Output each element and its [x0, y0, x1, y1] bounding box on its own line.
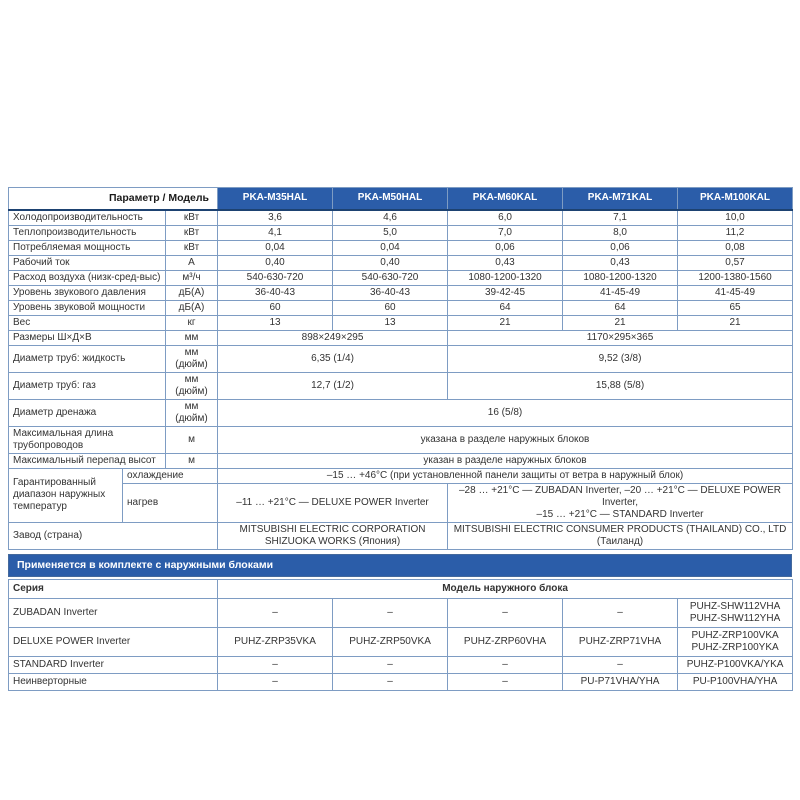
temp-range-value: –11 … +21°C — DELUXE POWER Inverter	[218, 483, 448, 522]
outdoor-row	[9, 673, 793, 690]
value-cell: 6,0	[448, 210, 563, 226]
unit-cell: мм	[166, 330, 218, 345]
series-column-label: Серия	[9, 579, 218, 598]
outdoor-model-cell: PUHZ-ZRP35VKA	[218, 627, 333, 656]
series-name: STANDARD Inverter	[9, 656, 218, 673]
unit-cell: м	[166, 453, 218, 468]
outdoor-header-row	[9, 579, 793, 598]
value-cell: 0,40	[218, 255, 333, 270]
factory-row	[9, 522, 793, 549]
value-cell: 12,7 (1/2)	[218, 372, 448, 399]
value-cell: 4,1	[218, 225, 333, 240]
value-cell: 13	[218, 315, 333, 330]
outdoor-model-cell: PUHZ-SHW112VHA PUHZ-SHW112YHA	[678, 598, 793, 627]
value-cell: 0,43	[448, 255, 563, 270]
value-cell: 898×249×295	[218, 330, 448, 345]
value-cell: 7,0	[448, 225, 563, 240]
value-cell: 0,04	[333, 240, 448, 255]
unit-cell: мм (дюйм)	[166, 345, 218, 372]
corner-label: Параметр / Модель	[9, 188, 218, 210]
model-header: PKA-M60KAL	[448, 188, 563, 210]
value-cell: 41-45-49	[563, 285, 678, 300]
value-cell: 540-630-720	[218, 270, 333, 285]
value-cell: 41-45-49	[678, 285, 793, 300]
value-cell: 4,6	[333, 210, 448, 226]
series-name: DELUXE POWER Inverter	[9, 627, 218, 656]
param-label: Холодопроизводительность	[9, 210, 166, 226]
outdoor-model-cell: –	[333, 598, 448, 627]
outdoor-model-cell: PUHZ-ZRP71VHA	[563, 627, 678, 656]
unit-cell: дБ(А)	[166, 285, 218, 300]
spec-row	[9, 315, 793, 330]
outdoor-model-cell: PU-P100VHA/YHA	[678, 673, 793, 690]
outdoor-model-cell: –	[333, 656, 448, 673]
series-name: ZUBADAN Inverter	[9, 598, 218, 627]
value-cell: 15,88 (5/8)	[448, 372, 793, 399]
value-cell: 3,6	[218, 210, 333, 226]
param-label: Диаметр дренажа	[9, 399, 166, 426]
outdoor-model-header: Модель наружного блока	[218, 579, 793, 598]
factory-value: MITSUBISHI ELECTRIC CORPORATION SHIZUOKA WORKS (Япония)	[218, 522, 448, 549]
outdoor-row	[9, 598, 793, 627]
outdoor-model-cell: –	[448, 598, 563, 627]
value-cell: 60	[218, 300, 333, 315]
outdoor-model-cell: –	[218, 598, 333, 627]
temp-range-value: –28 … +21°C — ZUBADAN Inverter, –20 … +21°C — DELUXE POWER Inverter, –15 … +21°C — STANDARD Inverter	[448, 483, 793, 522]
temp-range-group-label: Гарантированный диапазон наружных температур	[9, 468, 123, 522]
outdoor-row	[9, 627, 793, 656]
series-name: Неинверторные	[9, 673, 218, 690]
value-cell: 0,40	[333, 255, 448, 270]
spec-row	[9, 210, 793, 226]
outdoor-model-cell: –	[563, 656, 678, 673]
value-cell: 1200-1380-1560	[678, 270, 793, 285]
param-label: Диаметр труб: жидкость	[9, 345, 166, 372]
spec-sheet	[8, 187, 792, 691]
temp-range-row	[9, 483, 793, 522]
value-cell: 36-40-43	[218, 285, 333, 300]
unit-cell: м	[166, 426, 218, 453]
value-cell: 36-40-43	[333, 285, 448, 300]
spec-row	[9, 426, 793, 453]
value-cell: 21	[678, 315, 793, 330]
param-label: Диаметр труб: газ	[9, 372, 166, 399]
model-header: PKA-M35HAL	[218, 188, 333, 210]
factory-value: MITSUBISHI ELECTRIC CONSUMER PRODUCTS (THAILAND) CO., LTD (Таиланд)	[448, 522, 793, 549]
spec-row	[9, 225, 793, 240]
outdoor-model-cell: –	[218, 656, 333, 673]
unit-cell: А	[166, 255, 218, 270]
param-label: Вес	[9, 315, 166, 330]
model-header: PKA-M71KAL	[563, 188, 678, 210]
outdoor-model-cell: PU-P71VHA/YHA	[563, 673, 678, 690]
value-cell: 21	[448, 315, 563, 330]
unit-cell: мм (дюйм)	[166, 372, 218, 399]
outdoor-model-cell: –	[448, 656, 563, 673]
value-cell: 13	[333, 315, 448, 330]
param-label: Размеры Ш×Д×В	[9, 330, 166, 345]
temp-mode-label: нагрев	[123, 483, 218, 522]
unit-cell: дБ(А)	[166, 300, 218, 315]
factory-label: Завод (страна)	[9, 522, 218, 549]
value-cell: 64	[563, 300, 678, 315]
temp-range-value: –15 … +46°C (при установленной панели защиты от ветра в наружный блок)	[218, 468, 793, 483]
spec-row	[9, 270, 793, 285]
value-cell: 540-630-720	[333, 270, 448, 285]
value-cell: 9,52 (3/8)	[448, 345, 793, 372]
value-cell: 1170×295×365	[448, 330, 793, 345]
unit-cell: мм (дюйм)	[166, 399, 218, 426]
outdoor-model-cell: PUHZ-ZRP100VKA PUHZ-ZRP100YKA	[678, 627, 793, 656]
value-cell: 7,1	[563, 210, 678, 226]
outdoor-model-cell: –	[563, 598, 678, 627]
param-label: Максимальная длина трубопроводов	[9, 426, 166, 453]
value-cell: 1080-1200-1320	[448, 270, 563, 285]
value-cell: 11,2	[678, 225, 793, 240]
outdoor-model-cell: PUHZ-ZRP60VHA	[448, 627, 563, 656]
value-cell: 21	[563, 315, 678, 330]
unit-cell: кВт	[166, 225, 218, 240]
value-cell: 60	[333, 300, 448, 315]
value-cell: 0,04	[218, 240, 333, 255]
value-cell: 5,0	[333, 225, 448, 240]
value-cell: 1080-1200-1320	[563, 270, 678, 285]
model-header: PKA-M50HAL	[333, 188, 448, 210]
value-cell: 0,06	[563, 240, 678, 255]
spec-row	[9, 330, 793, 345]
value-cell: 16 (5/8)	[218, 399, 793, 426]
outdoor-model-cell: –	[448, 673, 563, 690]
outdoor-row	[9, 656, 793, 673]
value-cell: 39-42-45	[448, 285, 563, 300]
model-header: PKA-M100KAL	[678, 188, 793, 210]
unit-cell: кВт	[166, 240, 218, 255]
temp-mode-label: охлаждение	[123, 468, 218, 483]
spec-row	[9, 399, 793, 426]
value-cell: указан в разделе наружных блоков	[218, 453, 793, 468]
outdoor-model-cell: PUHZ-ZRP50VKA	[333, 627, 448, 656]
spec-row	[9, 255, 793, 270]
unit-cell: м³/ч	[166, 270, 218, 285]
outdoor-model-cell: –	[218, 673, 333, 690]
spec-row	[9, 453, 793, 468]
value-cell: 65	[678, 300, 793, 315]
spec-row	[9, 285, 793, 300]
param-label: Расход воздуха (низк-сред-выс)	[9, 270, 166, 285]
value-cell: указана в разделе наружных блоков	[218, 426, 793, 453]
outdoor-units-table	[8, 579, 793, 691]
param-label: Максимальный перепад высот	[9, 453, 166, 468]
unit-cell: кг	[166, 315, 218, 330]
param-label: Теплопроизводительность	[9, 225, 166, 240]
value-cell: 0,06	[448, 240, 563, 255]
outdoor-model-cell: –	[333, 673, 448, 690]
spec-header-row	[9, 188, 793, 210]
outdoor-model-cell: PUHZ-P100VKA/YKA	[678, 656, 793, 673]
value-cell: 6,35 (1/4)	[218, 345, 448, 372]
value-cell: 8,0	[563, 225, 678, 240]
param-label: Уровень звукового давления	[9, 285, 166, 300]
spec-row	[9, 240, 793, 255]
value-cell: 0,43	[563, 255, 678, 270]
spec-row	[9, 372, 793, 399]
param-label: Уровень звуковой мощности	[9, 300, 166, 315]
value-cell: 10,0	[678, 210, 793, 226]
spec-row	[9, 345, 793, 372]
section-header-bar: Применяется в комплекте с наружными блоками	[8, 554, 792, 577]
unit-cell: кВт	[166, 210, 218, 226]
param-label: Потребляемая мощность	[9, 240, 166, 255]
value-cell: 0,57	[678, 255, 793, 270]
param-label: Рабочий ток	[9, 255, 166, 270]
value-cell: 0,08	[678, 240, 793, 255]
spec-row	[9, 300, 793, 315]
spec-table	[8, 187, 793, 550]
value-cell: 64	[448, 300, 563, 315]
temp-range-row	[9, 468, 793, 483]
